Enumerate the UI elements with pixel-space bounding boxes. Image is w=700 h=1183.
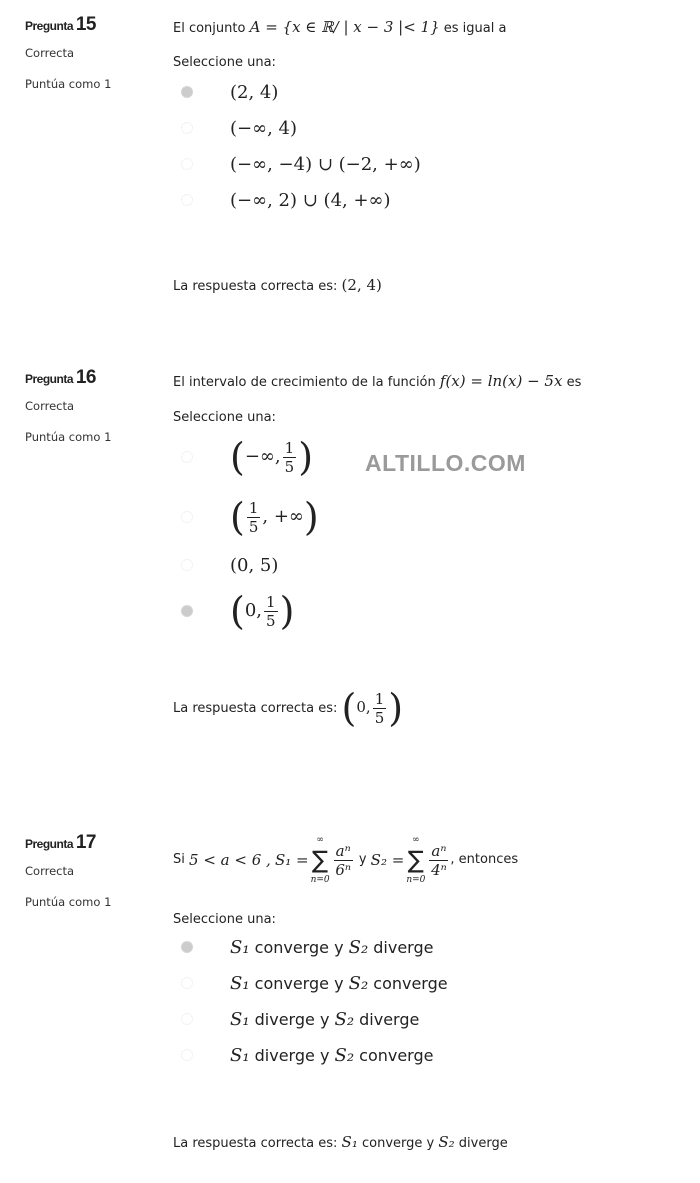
sum-upper: ∞ xyxy=(316,834,324,845)
radio-button[interactable] xyxy=(181,451,193,463)
answer-value: (0, $\frac{1}{5}$ ) xyxy=(341,686,404,730)
answer-label: La respuesta correcta es: xyxy=(173,1136,338,1151)
text: El intervalo de crecimiento de la función xyxy=(173,375,436,390)
option-label: diverge xyxy=(359,1009,420,1029)
option-3[interactable] xyxy=(181,547,683,583)
numerator: aⁿ xyxy=(431,841,447,860)
math-s1: S₁ xyxy=(230,1044,250,1066)
option-label: (−∞, 2) ∪ (4, +∞) xyxy=(230,189,391,211)
math-s2: S₂ xyxy=(334,1008,355,1030)
math-s2: S₂ xyxy=(348,936,369,958)
option-label: diverge y xyxy=(254,1045,330,1065)
option-label: (0, 5) xyxy=(230,554,279,576)
option-2[interactable]: ( $\frac{1}{5}$ , +∞) xyxy=(181,487,683,547)
question-info xyxy=(25,14,111,91)
denominator: 4ⁿ xyxy=(431,860,447,879)
option-label: (2, 4) xyxy=(230,81,279,103)
radio-button[interactable] xyxy=(181,559,193,571)
question-grade: Puntúa como 1 xyxy=(25,430,112,444)
answer-text: diverge xyxy=(458,1136,508,1151)
radio-button[interactable] xyxy=(181,941,193,953)
text: Si xyxy=(173,852,185,867)
question-number xyxy=(25,14,111,36)
option-label: converge xyxy=(373,973,448,993)
option-4[interactable]: (0, $\frac{1}{5}$ ) xyxy=(181,583,683,639)
question-info xyxy=(25,832,111,909)
option-2[interactable] xyxy=(181,110,683,146)
sum-lower: n=0 xyxy=(406,875,426,886)
option-label: converge xyxy=(359,1045,434,1065)
option-3[interactable] xyxy=(181,146,683,182)
answer-text: converge y xyxy=(361,1136,435,1151)
text: El conjunto xyxy=(173,21,246,36)
math-s2: S₂ xyxy=(334,1044,355,1066)
option-label: converge y xyxy=(254,937,344,957)
option-label: (−∞, −4) ∪ (−2, +∞) xyxy=(230,153,421,175)
question-number xyxy=(25,832,111,854)
correct-answer xyxy=(173,1133,683,1151)
question-number-value: 15 xyxy=(75,14,96,35)
question-number xyxy=(25,367,111,389)
sigma-symbol: ∑ xyxy=(407,845,424,874)
denominator: 5 xyxy=(284,457,295,476)
select-prompt: Seleccione una: xyxy=(173,55,276,70)
math-s1: S₁ xyxy=(341,1133,358,1151)
math-condition: 5 < a < 6 , xyxy=(189,851,271,869)
text: y xyxy=(358,852,367,867)
question-state: Correcta xyxy=(25,46,75,60)
select-prompt: Seleccione una: xyxy=(173,410,276,425)
math-s2: S₂ = xyxy=(370,851,405,869)
text: , entonces xyxy=(450,852,519,867)
correct-answer xyxy=(173,686,683,730)
option-label: 0, xyxy=(244,600,263,621)
correct-answer xyxy=(173,276,683,294)
math-s1: S₁ xyxy=(230,936,250,958)
option-label: diverge y xyxy=(254,1009,330,1029)
math-s1: S₁ xyxy=(230,972,250,994)
numerator: 1 xyxy=(374,689,385,708)
option-label: converge y xyxy=(254,973,344,993)
question-grade: Puntúa como 1 xyxy=(25,77,112,91)
question-state: Correcta xyxy=(25,399,75,413)
summation xyxy=(311,834,330,887)
question-number-value: 17 xyxy=(75,832,96,853)
select-prompt: Seleccione una: xyxy=(173,912,276,927)
radio-button[interactable] xyxy=(181,1013,193,1025)
option-1[interactable] xyxy=(181,929,683,965)
option-1[interactable]: (−∞, $\frac{1}{5}$ ) xyxy=(181,427,683,487)
question-label: Pregunta xyxy=(25,19,74,33)
radio-button[interactable] xyxy=(181,86,193,98)
option-label: , +∞ xyxy=(262,506,304,527)
text: es xyxy=(566,375,582,390)
radio-button[interactable] xyxy=(181,977,193,989)
option-label: diverge xyxy=(373,937,434,957)
question-text xyxy=(173,371,683,393)
math-s2: S₂ xyxy=(348,972,369,994)
denominator: 6ⁿ xyxy=(335,860,351,879)
radio-button[interactable] xyxy=(181,1049,193,1061)
text: es igual a xyxy=(443,21,507,36)
answer-label: La respuesta correcta es: xyxy=(173,700,338,716)
sum-lower: n=0 xyxy=(310,875,330,886)
watermark: ALTILLO.COM xyxy=(365,450,526,476)
sigma-symbol: ∑ xyxy=(312,845,329,874)
math-s1: S₁ xyxy=(230,1008,250,1030)
radio-button[interactable] xyxy=(181,605,193,617)
option-4[interactable] xyxy=(181,182,683,218)
numerator: aⁿ xyxy=(335,841,351,860)
option-label: (−∞, 4) xyxy=(230,117,298,139)
answer-part: 0, xyxy=(356,698,371,716)
answer-label: La respuesta correcta es: xyxy=(173,279,338,294)
numerator: 1 xyxy=(248,498,259,517)
numerator: 1 xyxy=(284,438,295,457)
radio-button[interactable] xyxy=(181,194,193,206)
denominator: 5 xyxy=(374,708,385,727)
question-label: Pregunta xyxy=(25,372,74,386)
question-grade: Puntúa como 1 xyxy=(25,895,112,909)
denominator: 5 xyxy=(248,517,259,536)
math-s2: S₂ xyxy=(438,1133,455,1151)
question-number-value: 16 xyxy=(75,367,96,388)
option-3[interactable] xyxy=(181,1001,683,1037)
summation xyxy=(406,834,425,887)
question-text xyxy=(173,828,683,892)
option-1[interactable] xyxy=(181,74,683,110)
math-expression: f(x) = ln(x) − 5x xyxy=(439,372,563,390)
math-s1: S₁ = xyxy=(274,851,309,869)
denominator: 5 xyxy=(266,611,276,630)
sum-upper: ∞ xyxy=(412,834,420,845)
option-4[interactable] xyxy=(181,1037,683,1073)
question-info xyxy=(25,367,111,444)
radio-button[interactable] xyxy=(181,122,193,134)
question-state: Correcta xyxy=(25,864,75,878)
numerator: 1 xyxy=(266,592,276,611)
radio-button[interactable] xyxy=(181,158,193,170)
math-expression: A = {x ∈ ℝ/ | x − 3 |< 1} xyxy=(249,18,440,36)
radio-button[interactable] xyxy=(181,511,193,523)
option-label: −∞, xyxy=(244,446,281,467)
question-label: Pregunta xyxy=(25,837,74,851)
option-2[interactable] xyxy=(181,965,683,1001)
answer-value: (2, 4) xyxy=(341,276,382,294)
question-text xyxy=(173,17,683,39)
